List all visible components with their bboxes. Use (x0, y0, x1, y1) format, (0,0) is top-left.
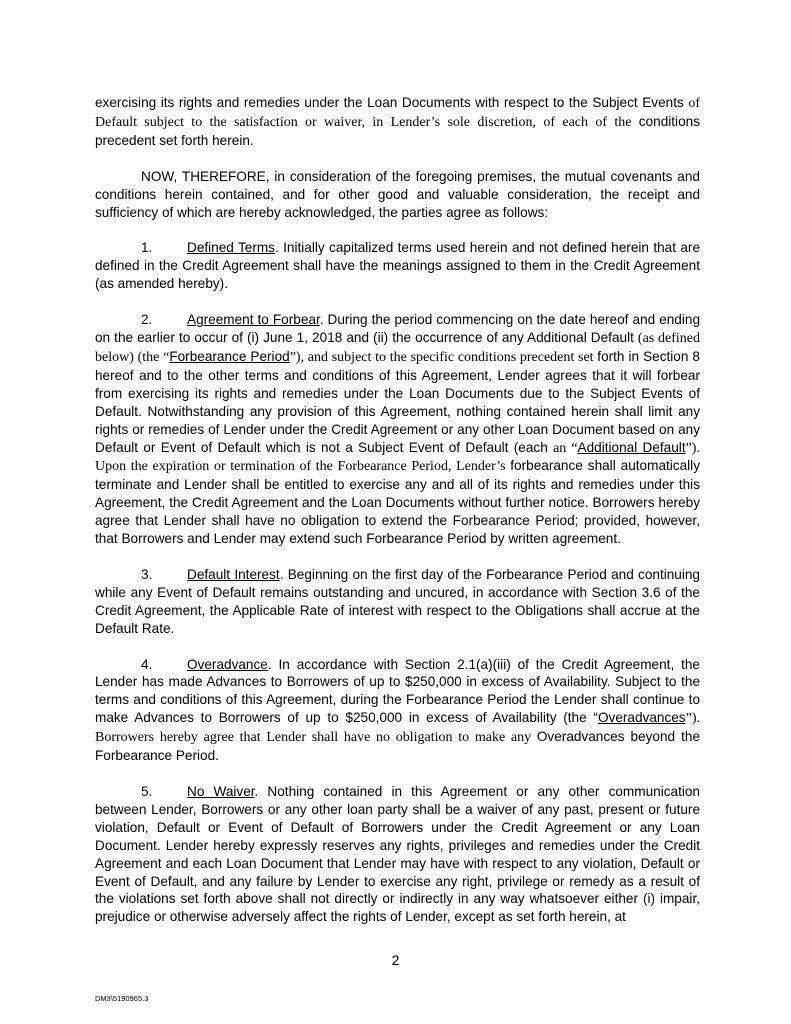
document-body (95, 94, 700, 944)
intro-paragraph (95, 94, 700, 150)
page-number: 2 (391, 952, 400, 968)
section-text: . In accordance with Section 2.1(a)(iii) of the Credit Agreement, the Lender has made Advances to Borrowers of up to $250,000 in excess of Availability. Subject to the terms and conditions of this Agreement, during the Forbearance Period the Lender shall continue to make Advances to Borrowers of up to $250,000 in excess of Availability (the “ (95, 656, 700, 726)
section-heading: No Waiver (187, 784, 255, 799)
section-number: 5. (141, 784, 153, 799)
section-text: Overadvances beyond the Forbearance Period. (95, 729, 701, 764)
section-text: forbearance shall automatically terminate and Lender shall be entitled to exercise any and all of its rights and remedies under this Agreement, the Credit Agreement and the Loan Documents without further notice. Borrowers hereby agree that Lender shall have no obligation to extend the Forbearance Period; provided, however, that Borrowers and Lender may extend such Forbearance Period by written agreement. (95, 458, 700, 547)
defined-term-forbearance-period: Forbearance Period (169, 348, 290, 364)
section-number: 3. (141, 566, 153, 582)
section-text-serif: ”). Upon the expiration or termination of the Forbearance Period, Lender’s (95, 440, 700, 475)
section-text: . Initially capitalized terms used herein and not defined herein that are defined in the Credit Agreement shall have the meanings assigned to them in the Credit Agreement (as amended hereby). (95, 240, 701, 292)
section-text-serif: ”), and subject to the specific conditions precedent set (289, 349, 598, 365)
intro-text-b: of Default subject to the satisfaction or waiver, in Lender’s sole discretion, of each of the (95, 96, 700, 130)
section-heading: Agreement to Forbear (187, 312, 320, 328)
section-2-agreement-to-forbear (95, 311, 700, 548)
section-number: 1. (141, 240, 153, 256)
intro-text-a: exercising its rights and remedies under the Loan Documents with respect to the Subject Events (95, 95, 689, 110)
section-5-no-waiver (95, 783, 700, 926)
section-number: 2. (141, 312, 153, 328)
section-3-default-interest (95, 566, 700, 638)
section-heading: Overadvance (187, 656, 268, 672)
section-text-serif: (as defined below) (the “ (95, 331, 700, 365)
section-number: 4. (141, 656, 153, 672)
section-1-defined-terms (95, 239, 700, 293)
intro-text-c: conditions precedent set forth herein. (95, 113, 700, 148)
section-text-serif: an “ (553, 440, 578, 456)
section-text-serif: ”). Borrowers hereby agree that Lender shall have no obligation to make any (95, 711, 700, 746)
now-therefore-paragraph: NOW, THEREFORE, in consideration of the foregoing premises, the mutual covenants and conditions herein contained, and for other good and valuable consideration, the receipt and sufficiency of which are hereby acknowledged, the parties agree as follows: (95, 168, 700, 220)
section-4-overadvance (95, 656, 700, 765)
section-text: forth in Section 8 hereof and to the other terms and conditions of this Agreement, Lender agrees that it will forbear from exercising its rights and remedies under the Loan Documents due to the Subject Events of Default. Notwithstanding any provision of this Agreement, nothing contained herein shall limit any rights or remedies of Lender under the Credit Agreement or any other Loan Document based on any Default or Event of Default which is not a Subject Event of Default (each (95, 348, 700, 455)
section-text: . Beginning on the first day of the Forbearance Period and continuing while any Event of Default remains outstanding and uncured, in accordance with Section 3.6 of the Credit Agreement, the Applicable Rate of interest with respect to the Obligations shall accrue at the Default Rate. (95, 566, 700, 636)
section-heading: Defined Terms (187, 240, 275, 256)
section-text: . During the period commencing on the date hereof and ending on the earlier to occur of (i) June 1, 2018 and (ii) the occurrence of any Additional Default (95, 312, 700, 346)
defined-term-additional-default: Additional Default (577, 439, 686, 455)
document-id: DM3\5190965.3 (95, 994, 149, 1003)
section-heading: Default Interest (187, 566, 280, 582)
section-text: . Nothing contained in this Agreement or any other communication between Lender, Borrowers or any other loan party shall be a waiver of any past, present or future violation, Default or Event of Default of Borrowers under the Credit Agreement or any Loan Document. Lender hereby expressly reserves any rights, privileges and remedies under the Credit Agreement and each Loan Document that Lender may have with respect to any violation, Default or Event of Default, and any failure by Lender to exercise any right, privilege or remedy as a result of the violations set forth above shall not directly or indirectly in any way whatsoever either (i) impair, prejudice or otherwise adversely affect the rights of Lender, except as set forth herein, at (95, 784, 700, 925)
defined-term-overadvances: Overadvances (597, 710, 686, 726)
